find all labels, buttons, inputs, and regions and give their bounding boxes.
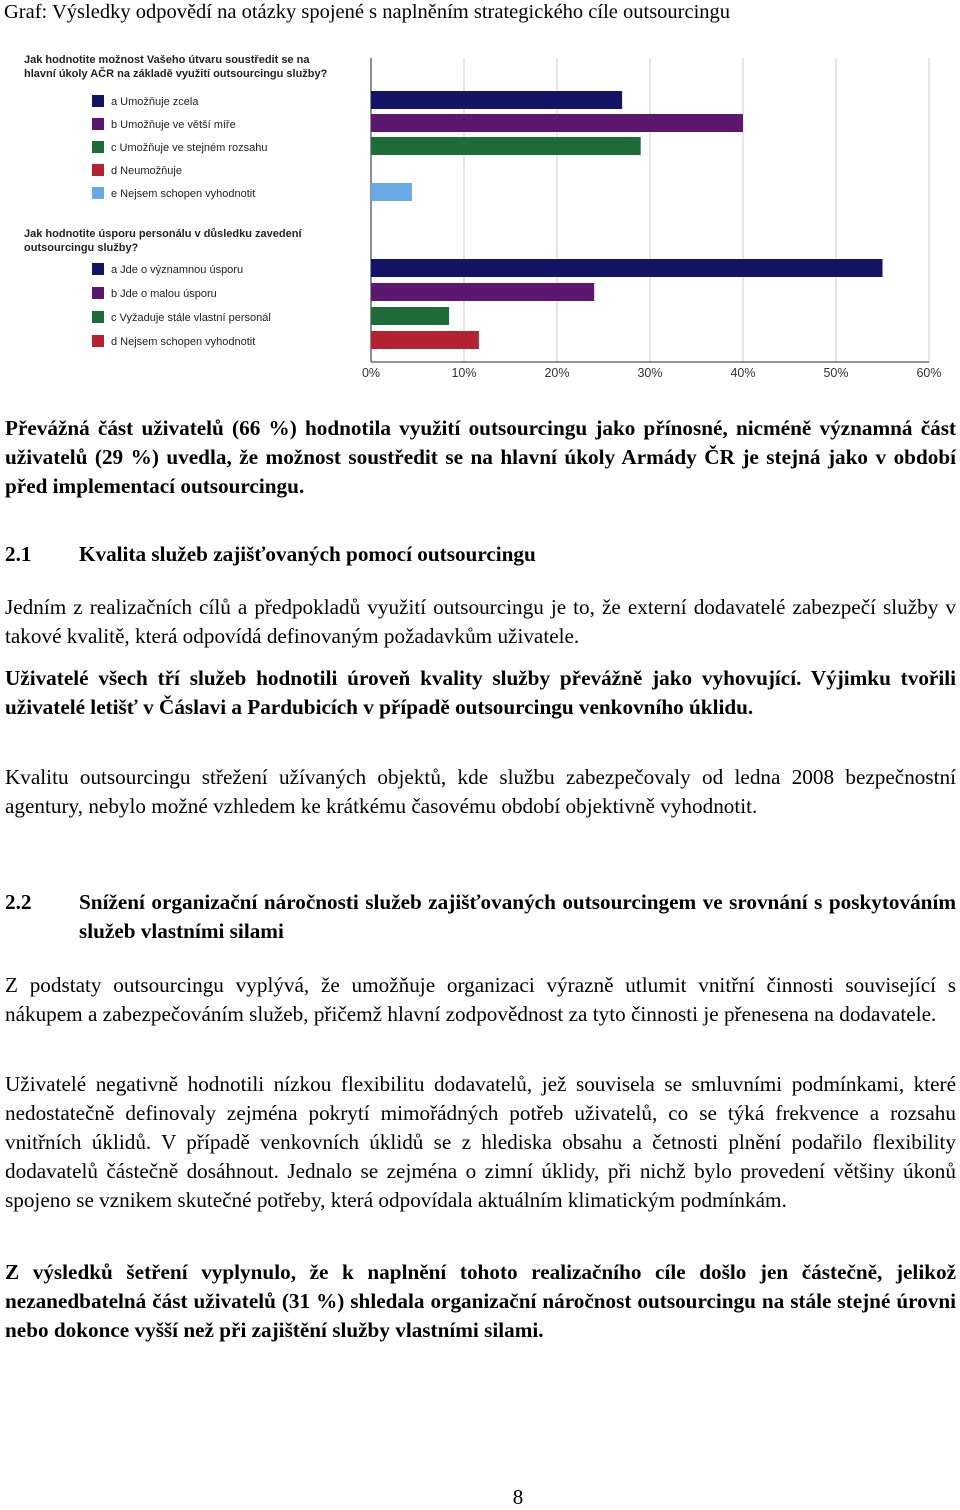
x-tick-label: 30%: [637, 366, 663, 380]
section-number: 2.1: [5, 542, 32, 566]
legend-label: a Umožňuje zcela: [111, 96, 199, 108]
paragraph-outsourcing-essence: Z podstaty outsourcingu vyplývá, že umožňuje organizaci výrazně utlumit vnitřní činnosti související s nákupem a zabezpečováním služeb, přičemž hlavní zodpovědnost za tyto činnosti je přenesena na dodavatele.: [5, 973, 956, 1026]
legend-swatch: [92, 287, 104, 299]
legend-swatch: [92, 118, 104, 130]
group-title-line: Jak hodnotite úsporu personálu v důsledku zavedení: [24, 228, 302, 240]
paragraph-quality-result: Uživatelé všech tří služeb hodnotili úroveň kvality služby převážně jako vyhovující. Výjimku tvořili uživatelé letišť v Čáslavi a Pardubicích v případě outsourcingu venkovního úklidu.: [5, 666, 956, 719]
figure-caption: Graf: Výsledky odpovědí na otázky spojené s naplněním strategického cíle outsourcingu: [4, 1, 731, 23]
legend-swatch: [92, 335, 104, 347]
legend-label: e Nejsem schopen vyhodnotit: [111, 188, 256, 200]
paragraph-flexibility: Uživatelé negativně hodnotili nízkou flexibilitu dodavatelů, jež souvisela se smluvními podmínkami, které nedostatečně definovaly zejména pokrytí mimořádných potřeb uživatelů, co se týká frekvence a rozsahu vnitřních úklidů. V případě venkovních úklidů se z hlediska obsahu a četnosti plnění podařilo flexibility dodavatelů částečně dosáhnout. Jednalo se zejména o zimní úklidy, při nichž bylo provedení většiny úkonů spojeno se vznikem skutečné potřeby, která odpovídala aktuálním klimatickým podmínkám.: [5, 1072, 956, 1212]
group-title-line: hlavní úkoly AČR na základě využití outsourcingu služby?: [24, 68, 328, 80]
paragraph-summary: Převážná část uživatelů (66 %) hodnotila využití outsourcingu jako přínosné, nicméně významná část uživatelů (29 %) uvedla, že možnost soustředit se na hlavní úkoly Armády ČR je stejná jako v období před implementací outsourcingu.: [5, 416, 956, 498]
legend-label: b Jde o malou úsporu: [111, 288, 217, 300]
x-tick-label: 0%: [361, 366, 381, 380]
legend-swatch: [92, 311, 104, 323]
section-number: 2.2: [5, 890, 32, 914]
legend-swatch: [92, 187, 104, 199]
bar: [371, 137, 641, 155]
survey-bar-chart: [0, 40, 960, 385]
x-tick-label: 10%: [451, 366, 477, 380]
bar: [371, 331, 479, 349]
legend-label: c Umožňuje ve stejném rozsahu: [111, 142, 268, 154]
paragraph-quality-intro: Jedním z realizačních cílů a předpokladů využití outsourcingu je to, že externí dodavatelé zabezpečí služby v takové kvalitě, která odpovídá definovaným požadavkům uživatele.: [5, 595, 956, 648]
x-tick-label: 50%: [823, 366, 849, 380]
paragraph-conclusion: Z výsledků šetření vyplynulo, že k naplnění tohoto realizačního cíle došlo jen částečně, jelikož nezanedbatelná část uživatelů (31 %) shledala organizační náročnost outsourcingu na stále stejné úrovni nebo dokonce vyšší než při zajištění služby vlastními silami.: [5, 1260, 956, 1342]
page-number: 8: [512, 1485, 524, 1509]
legend-swatch: [92, 141, 104, 153]
group-title-line: outsourcingu služby?: [24, 242, 139, 254]
legend-label: d Nejsem schopen vyhodnotit: [111, 336, 256, 348]
paragraph-security: Kvalitu outsourcingu střežení užívaných objektů, kde službu zabezpečovaly od ledna 2008 bezpečnostní agentury, nebylo možné vzhledem ke krátkému časovému období objektivně vyhodnotit.: [5, 765, 956, 818]
bar: [371, 283, 594, 301]
section-title: Kvalita služeb zajišťovaných pomocí outsourcingu: [79, 542, 536, 566]
legend-label: c Vyžaduje stále vlastní personál: [111, 312, 271, 324]
legend-swatch: [92, 95, 104, 107]
legend-label: d Neumožňuje: [111, 165, 182, 177]
bar: [371, 259, 883, 277]
x-tick-label: 40%: [730, 366, 756, 380]
bar: [371, 183, 412, 201]
bar: [371, 307, 449, 325]
section-heading-2-2: [5, 888, 956, 946]
legend-label: b Umožňuje ve větší míře: [111, 119, 236, 131]
legend-swatch: [92, 263, 104, 275]
legend-label: a Jde o významnou úsporu: [111, 264, 244, 276]
section-title: Snížení organizační náročnosti služeb zajišťovaných outsourcingem ve srovnání s poskytováním služeb vlastními silami: [79, 890, 956, 943]
bar: [371, 114, 743, 132]
section-heading-2-1: [5, 540, 956, 569]
x-tick-label: 60%: [916, 366, 942, 380]
bar: [371, 91, 622, 109]
group-title-line: Jak hodnotite možnost Vašeho útvaru soustředit se na: [24, 54, 310, 66]
legend-swatch: [92, 164, 104, 176]
x-tick-label: 20%: [544, 366, 570, 380]
